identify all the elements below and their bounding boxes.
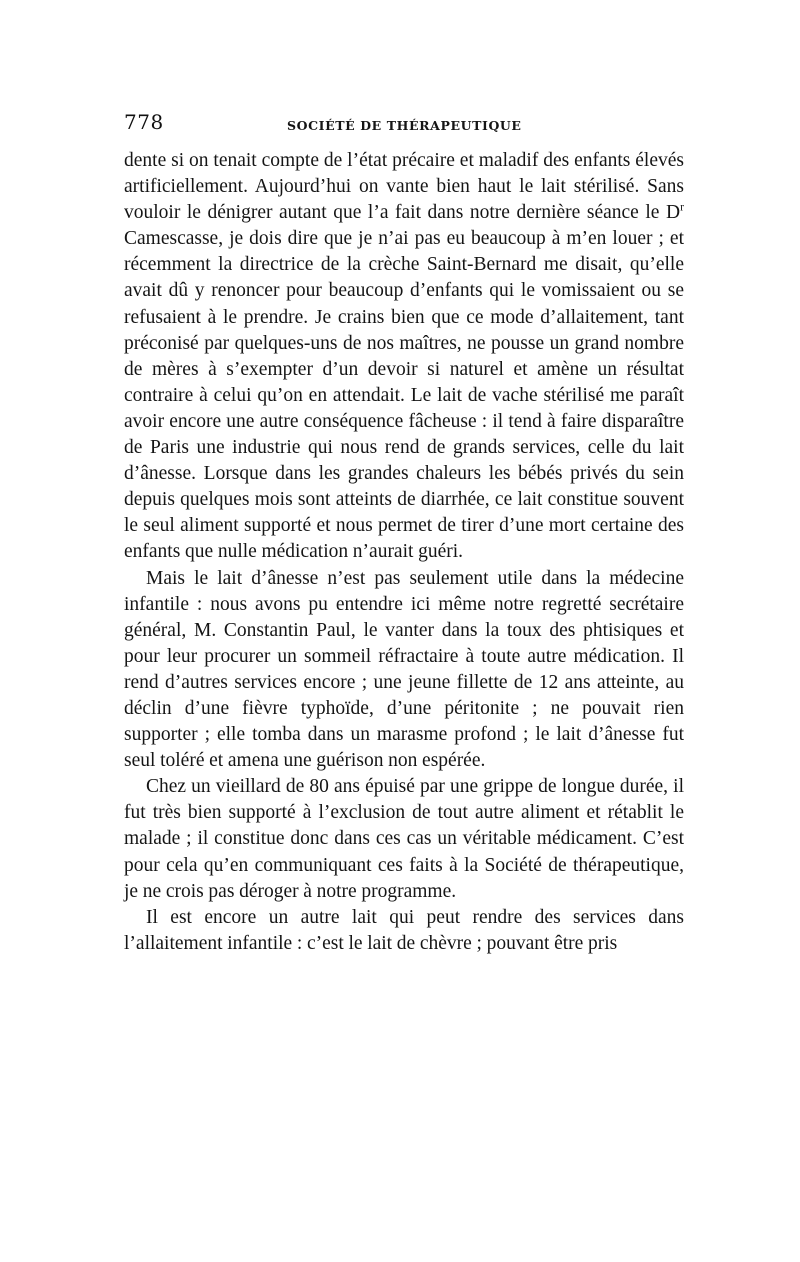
paragraph: Chez un vieillard de 80 ans épuisé par une grippe de longue durée, il fut très bien supporté à l’exclusion de tout autre aliment et rétablit le malade ; il constitue donc dans ces cas un véritable médicament. C’est pour cela qu’en communiquant ces faits à la Société de thérapeutique, je ne crois pas déroger à notre programme. <box>124 776 684 902</box>
paragraph: Mais le lait d’ânesse n’est pas seulement utile dans la médecine infantile : nous avons pu entendre ici même notre regretté secrétaire général, M. Constantin Paul, le vanter dans la toux des phtisiques et pour leur procurer un sommeil réfractaire à toute autre médication. Il rend d’autres services encore ; une jeune fillette de 12 ans atteinte, au déclin d’une fièvre typhoïde, d’une péritonite ; ne pouvait rien supporter ; elle tomba dans un marasme profond ; le lait d’ânesse fut seul toléré et amena une guérison non espérée. <box>124 567 684 772</box>
paragraph-text-part: dente si on tenait compte de l’état précaire et maladif des enfants élevés artificiellement. Aujourd’hui on vante bien haut le lait stérilisé. Sans vouloir le dénigrer autant que l’a fait dans notre dernière séance le D <box>124 150 684 224</box>
page-number: 778 <box>124 110 164 134</box>
paragraph: Il est encore un autre lait qui peut rendre des services dans l’allaitement infantile : c’est le lait de chèvre ; pouvant être pris <box>124 906 684 954</box>
paragraph-continued <box>124 148 684 566</box>
body-text <box>124 148 684 957</box>
running-title: SOCIÉTÉ DE THÉRAPEUTIQUE <box>287 118 522 133</box>
running-head <box>124 110 684 146</box>
paragraph-text-part: Camescasse, je dois dire que je n’ai pas eu beaucoup à m’en louer ; et récemment la directrice de la crèche Saint-Bernard me disait, qu’elle avait dû y renoncer pour beaucoup d’enfants qui le vomissaient ou se refusaient à le prendre. Je crains bien que ce mode d’allaitement, tant préconisé par quelques-uns de nos maîtres, ne pousse un grand nombre de mères à s’exempter d’un devoir si naturel et amène un résultat contraire à celui qu’on en attendait. Le lait de vache stérilisé me paraît avoir encore une autre conséquence fâcheuse : il tend à faire disparaître de Paris une industrie qui nous rend de grands services, celle du lait d’ânesse. Lorsque dans les grandes chaleurs les bébés privés du sein depuis quelques mois sont atteints de diarrhée, ce lait constitue souvent le seul aliment supporté et nous permet de tirer d’une mort certaine des enfants que nulle médication n’aurait guéri. <box>124 228 684 563</box>
superscript-abbreviation: r <box>680 200 684 214</box>
